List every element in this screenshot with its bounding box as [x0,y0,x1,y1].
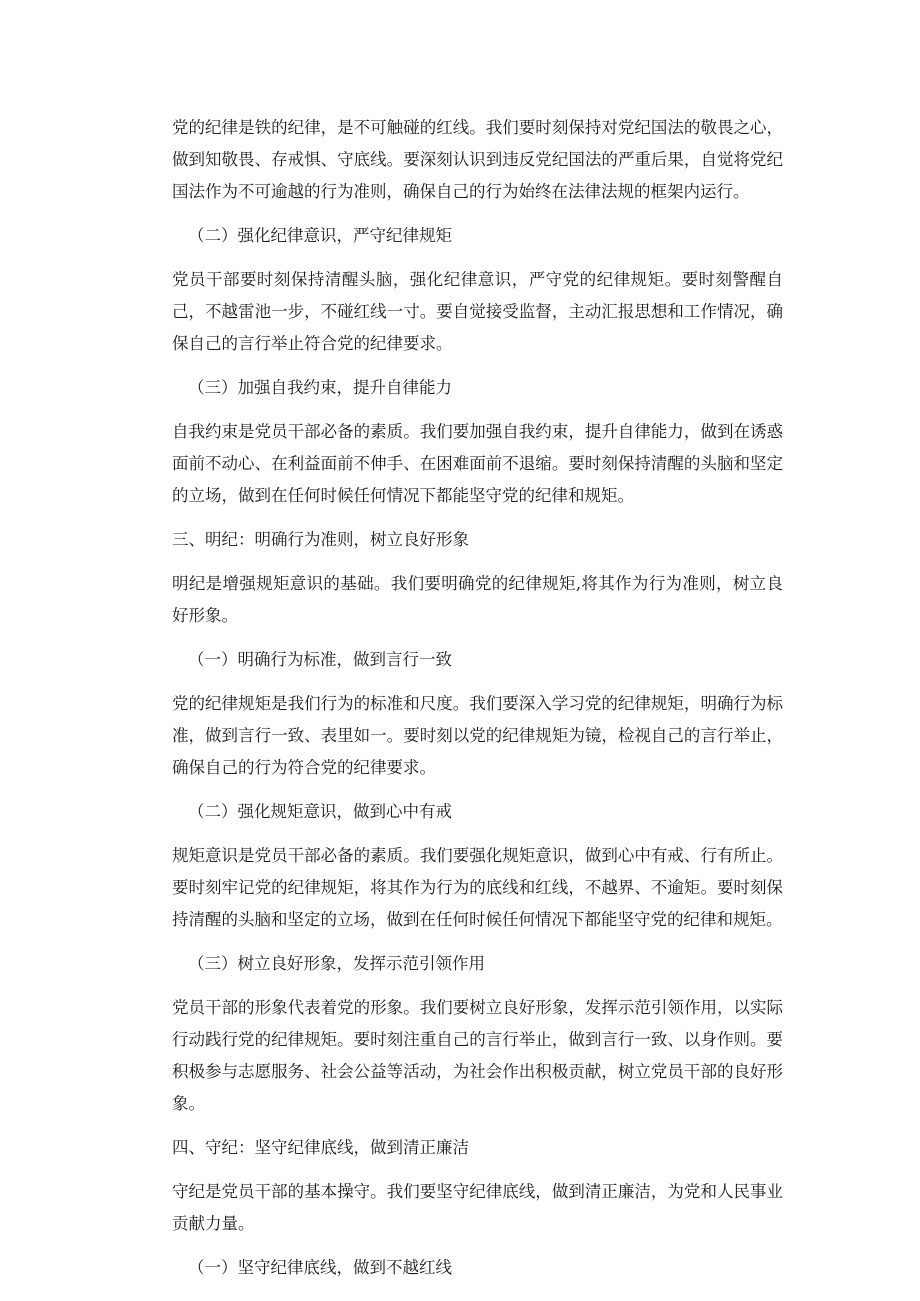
subsection-heading: （三）加强自我约束，提升自律能力 [188,378,452,397]
body-paragraph: 自我约束是党员干部必备的素质。我们要加强自我约束，提升自律能力，做到在诱惑面前不动心、在利益面前不伸手、在困难面前不退缩。要时刻保持清醒的头脑和坚定的立场，做到在任何时候任何情况下都能坚守党的纪律和规矩。 [172,422,783,505]
subsection-heading: （二）强化规矩意识，做到心中有戒 [188,802,452,821]
subsection-heading: （二）强化纪律意识，严守纪律规矩 [188,226,452,245]
body-paragraph: 规矩意识是党员干部必备的素质。我们要强化规矩意识，做到心中有戒、行有所止。要时刻牢记党的纪律规矩，将其作为行为的底线和红线，不越界、不逾矩。要时刻保持清醒的头脑和坚定的立场，做到在任何时候任何情况下都能坚守党的纪律和规矩。 [172,846,783,929]
section-heading: 三、明纪：明确行为准则，树立良好形象 [172,530,469,549]
body-paragraph: 党员干部要时刻保持清醒头脑，强化纪律意识，严守党的纪律规矩。要时刻警醒自己，不越雷池一步，不碰红线一寸。要自觉接受监督，主动汇报思想和工作情况，确保自己的言行举止符合党的纪律要求。 [172,270,783,353]
body-paragraph: 守纪是党员干部的基本操守。我们要坚守纪律底线，做到清正廉洁，为党和人民事业贡献力量。 [172,1182,783,1233]
subsection-heading: （三）树立良好形象，发挥示范引领作用 [188,954,485,973]
body-paragraph: 党的纪律是铁的纪律，是不可触碰的红线。我们要时刻保持对党纪国法的敬畏之心，做到知敬畏、存戒惧、守底线。要深刻认识到违反党纪国法的严重后果，自觉将党纪国法作为不可逾越的行为准则，确保自己的行为始终在法律法规的框架内运行。 [172,118,783,201]
body-paragraph: 党的纪律规矩是我们行为的标准和尺度。我们要深入学习党的纪律规矩，明确行为标准，做到言行一致、表里如一。要时刻以党的纪律规矩为镜，检视自己的言行举止，确保自己的行为符合党的纪律要求。 [172,694,783,777]
section-heading: 四、守纪：坚守纪律底线，做到清正廉洁 [172,1138,469,1157]
body-paragraph: 明纪是增强规矩意识的基础。我们要明确党的纪律规矩,将其作为行为准则，树立良好形象。 [172,574,783,625]
body-paragraph: 党员干部的形象代表着党的形象。我们要树立良好形象，发挥示范引领作用，以实际行动践行党的纪律规矩。要时刻注重自己的言行举止，做到言行一致、以身作则。要积极参与志愿服务、社会公益等活动，为社会作出积极贡献，树立党员干部的良好形象。 [172,998,783,1113]
subsection-heading: （一）明确行为标准，做到言行一致 [188,650,452,669]
subsection-heading: （一）坚守纪律底线，做到不越红线 [188,1258,452,1277]
document-page [172,112,783,1296]
